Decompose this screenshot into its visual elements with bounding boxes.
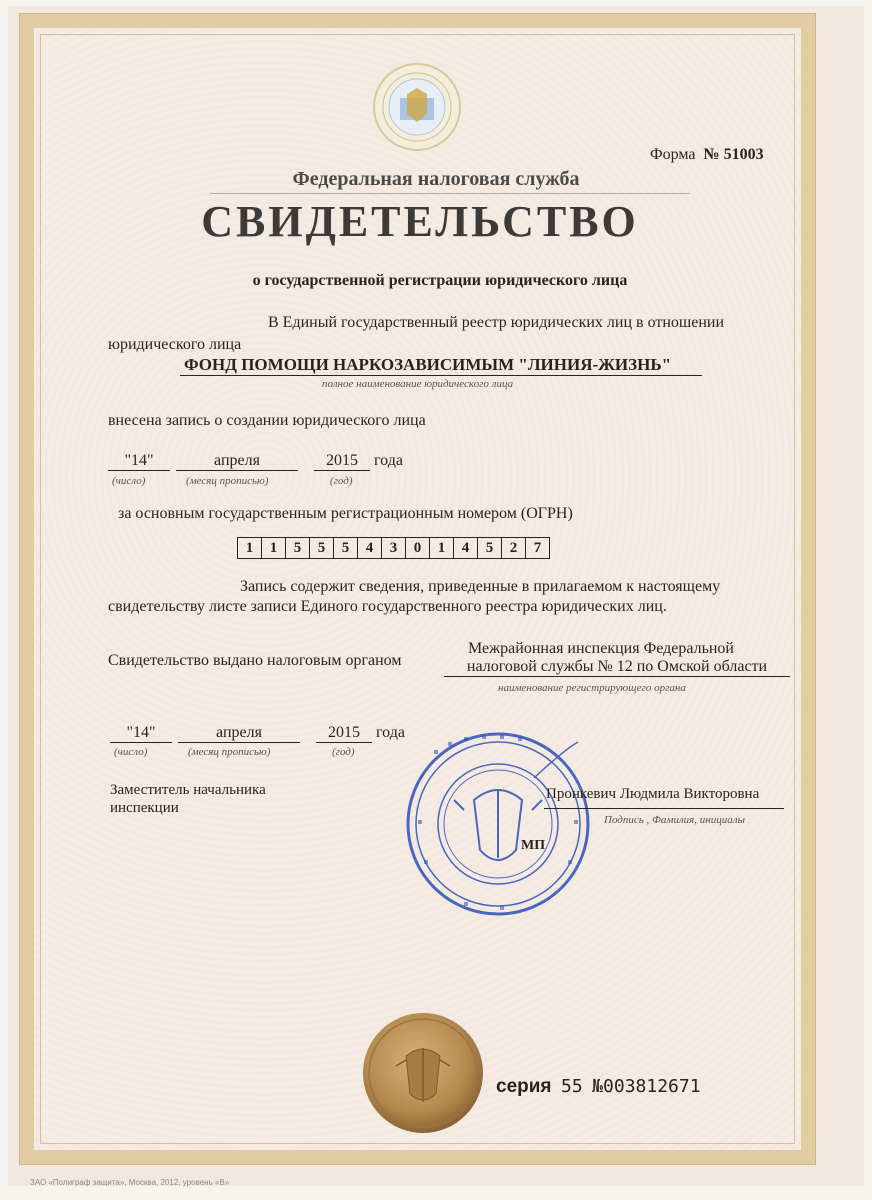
issuer-line-2: налоговой службы № 12 по Омской области — [444, 658, 790, 677]
organization-name-underline — [180, 375, 702, 376]
ogrn-digit: 5 — [310, 538, 334, 558]
entry-date-year: 2015 — [314, 452, 370, 471]
gold-emblem-seal-icon — [362, 1012, 484, 1134]
ogrn-digit: 1 — [262, 538, 286, 558]
issue-date-year: 2015 — [316, 724, 372, 743]
organization-name: ФОНД ПОМОЩИ НАРКОЗАВИСИМЫМ "ЛИНИЯ-ЖИЗНЬ" — [184, 355, 672, 374]
entry-date-day: "14" — [108, 452, 170, 471]
ogrn-digit: 3 — [382, 538, 406, 558]
form-number-value: № 51003 — [703, 146, 764, 163]
serial-number-value: №003812671 — [592, 1076, 701, 1097]
issue-date-suffix: года — [376, 724, 405, 741]
stamp-place-marker: МП — [521, 838, 546, 853]
entry-month-hint: (месяц прописью) — [186, 475, 269, 487]
issue-date-month: апреля — [178, 724, 300, 743]
document-title: СВИДЕТЕЛЬСТВО — [201, 197, 639, 246]
document-subtitle: о государственной регистрации юридического лица — [252, 272, 628, 289]
issue-year-hint: (год) — [332, 746, 355, 758]
intro-line-2: юридического лица — [108, 336, 242, 353]
entry-day-hint: (число) — [112, 475, 146, 487]
ogrn-digit: 5 — [478, 538, 502, 558]
serial-label: серия — [496, 1076, 552, 1097]
ogrn-digit: 1 — [430, 538, 454, 558]
issue-month-hint: (месяц прописью) — [188, 746, 271, 758]
record-line-2: свидетельству листе записи Единого государственного реестра юридических лиц. — [108, 598, 667, 615]
entry-date-month: апреля — [176, 452, 298, 471]
signer-position-line-1: Заместитель начальника — [110, 782, 266, 798]
signer-position-line-2: инспекции — [110, 800, 179, 816]
organization-name-hint: полное наименование юридического лица — [322, 378, 514, 390]
issuer-line-1: Межрайонная инспекция Федеральной — [468, 640, 734, 657]
signature-hint: Подпись , Фамилия, инициалы — [604, 814, 745, 826]
ogrn-label: за основным государственным регистрационным номером (ОГРН) — [118, 505, 573, 522]
serial-series: 55 — [561, 1076, 583, 1097]
issuing-service: Федеральная налоговая служба — [292, 168, 580, 190]
printer-footer: ЗАО «Полиграф защита», Москва, 2012, уровень «В» — [30, 1178, 230, 1187]
ogrn-number-boxes — [237, 537, 550, 559]
signer-name: Пронкевич Людмила Викторовна — [546, 786, 760, 802]
serial-number — [496, 1076, 701, 1098]
issued-by-label: Свидетельство выдано налоговым органом — [108, 652, 402, 669]
ogrn-digit: 1 — [238, 538, 262, 558]
ogrn-digit: 7 — [533, 540, 542, 556]
record-line-1: Запись содержит сведения, приведенные в прилагаемом к настоящему — [240, 578, 721, 595]
issue-day-hint: (число) — [114, 746, 148, 758]
signature-underline — [544, 808, 784, 809]
ogrn-digit: 5 — [334, 538, 358, 558]
form-number — [650, 146, 764, 164]
entry-date-suffix: года — [374, 452, 403, 469]
ogrn-digit: 4 — [454, 538, 478, 558]
intro-line-1: В Единый государственный реестр юридических лиц в отношении — [268, 314, 725, 331]
form-prefix: Форма — [650, 146, 696, 163]
ogrn-digit: 0 — [406, 538, 430, 558]
entry-text: внесена запись о создании юридического лица — [108, 412, 426, 429]
ogrn-digit: 4 — [358, 538, 382, 558]
issuer-hint: наименование регистрирующего органа — [498, 682, 686, 694]
entry-year-hint: (год) — [330, 475, 353, 487]
ogrn-digit: 2 — [502, 538, 526, 558]
ogrn-digit: 5 — [286, 538, 310, 558]
official-blue-stamp-icon — [404, 730, 592, 918]
title-divider — [210, 193, 690, 194]
issue-date-day: "14" — [110, 724, 172, 743]
tax-service-emblem-icon — [372, 62, 462, 152]
